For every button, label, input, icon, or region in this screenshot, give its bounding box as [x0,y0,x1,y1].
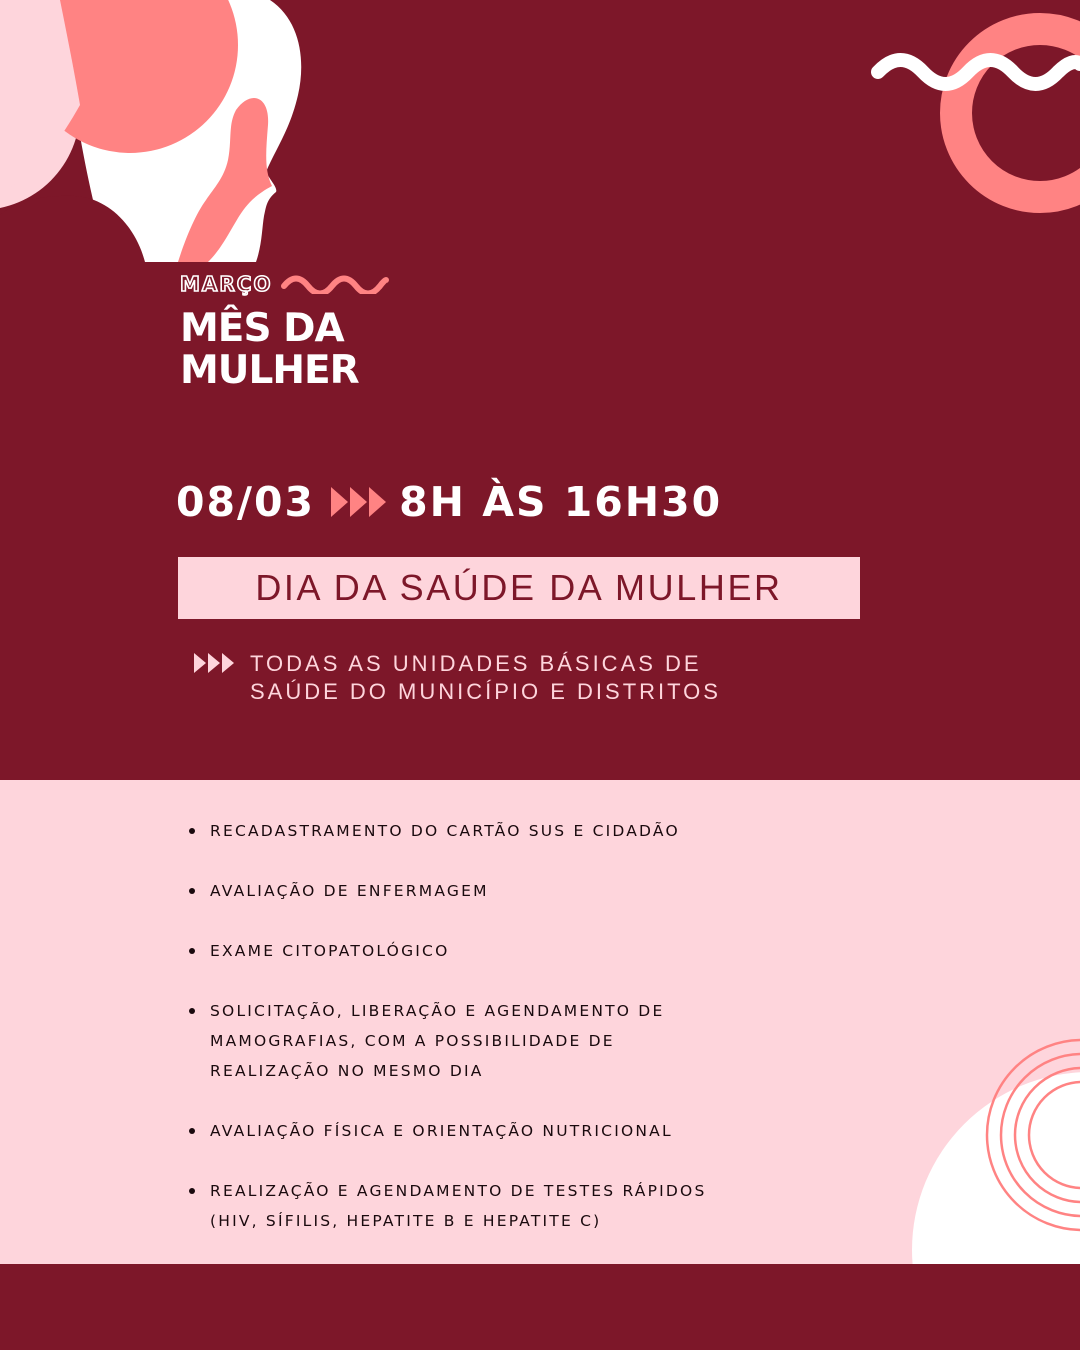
event-name-badge [178,557,860,619]
event-hours: 8H ÀS 16H30 [399,478,723,526]
title-line: MÊS DA [180,306,344,351]
campaign-title [180,308,359,392]
service-line: REALIZAÇÃO E AGENDAMENTO DE TESTES RÁPIDOS [210,1182,707,1200]
service-line: AVALIAÇÃO DE ENFERMAGEM [210,882,489,900]
triple-chevron-icon [194,652,236,706]
service-line: AVALIAÇÃO FÍSICA E ORIENTAÇÃO NUTRICIONAL [210,1122,673,1140]
header-decoration [0,0,1080,300]
service-line: SOLICITAÇÃO, LIBERAÇÃO E AGENDAMENTO DE [210,1002,665,1020]
service-item [188,936,707,966]
location-line: TODAS AS UNIDADES BÁSICAS DE [250,651,702,676]
service-item [188,1176,707,1236]
service-line: EXAME CITOPATOLÓGICO [210,942,450,960]
wave-icon [280,274,390,294]
event-date: 08/03 [176,478,316,526]
location-line: SAÚDE DO MUNICÍPIO E DISTRITOS [250,679,721,704]
service-item [188,996,707,1086]
event-name: DIA DA SAÚDE DA MULHER [255,567,783,608]
locations [194,650,721,706]
service-line: REALIZAÇÃO NO MESMO DIA [210,1062,484,1080]
ring-icon [956,29,1080,197]
service-line: RECADASTRAMENTO DO CARTÃO SUS E CIDADÃO [210,822,680,840]
month-kicker: MARÇO [180,272,273,296]
service-line: MAMOGRAFIAS, COM A POSSIBILIDADE DE [210,1032,615,1050]
service-line: (HIV, SÍFILIS, HEPATITE B E HEPATITE C) [210,1212,602,1230]
title-line: MULHER [180,348,359,393]
services-list [188,816,707,1264]
kicker-row [180,272,390,296]
locations-text [250,650,721,706]
services-panel [0,780,1080,1264]
service-item [188,876,707,906]
date-time-row [176,478,722,526]
service-item [188,816,707,846]
service-item [188,1116,707,1146]
triple-chevron-icon [331,485,387,519]
